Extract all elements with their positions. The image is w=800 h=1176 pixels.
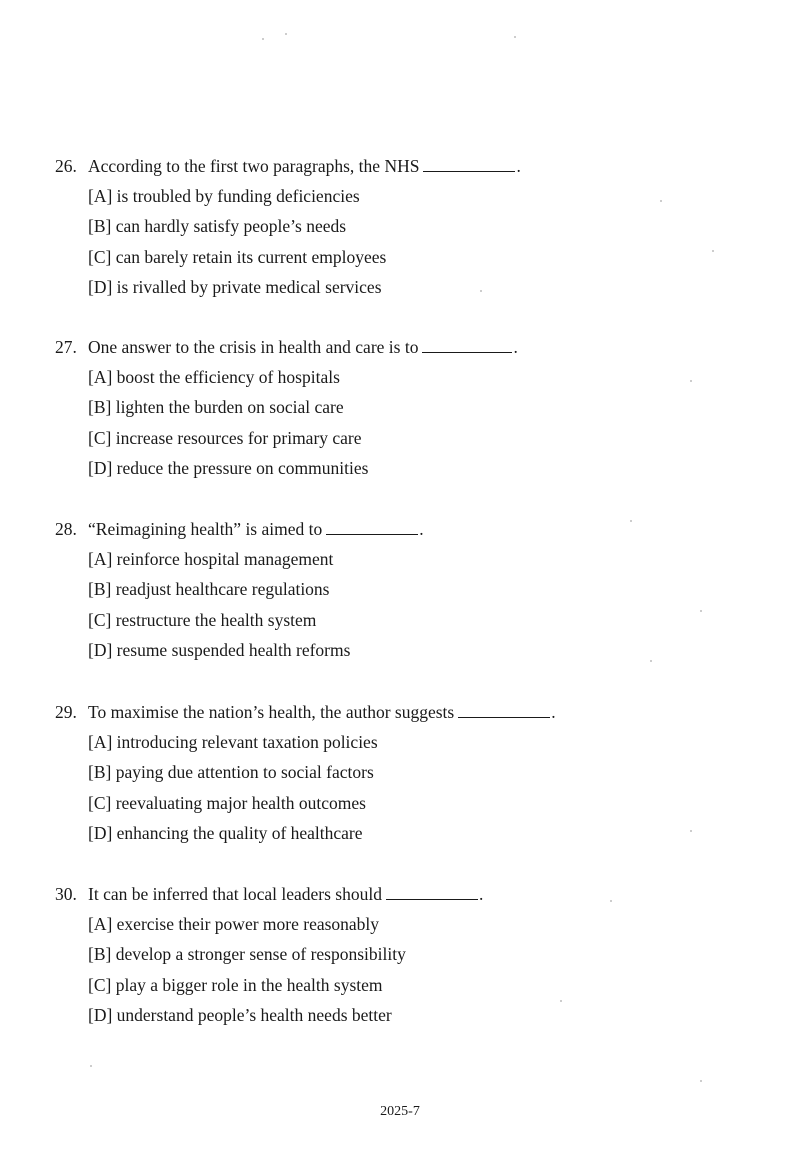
question-stem bbox=[55, 336, 755, 358]
scan-speck bbox=[712, 250, 714, 252]
option-c: [C] restructure the health system bbox=[88, 609, 317, 630]
option-d: [D] understand people’s health needs better bbox=[88, 1004, 392, 1025]
question-stem bbox=[55, 518, 755, 540]
scan-speck bbox=[700, 610, 702, 612]
question-period: . bbox=[478, 884, 484, 904]
scan-speck bbox=[630, 520, 632, 522]
answer-blank bbox=[458, 701, 550, 718]
question-30 bbox=[55, 883, 755, 1034]
answer-blank bbox=[422, 336, 512, 353]
scan-speck bbox=[690, 830, 692, 832]
option-a: [A] boost the efficiency of hospitals bbox=[88, 367, 340, 387]
question-stem bbox=[55, 701, 755, 723]
question-period: . bbox=[419, 519, 424, 539]
option-c: [C] reevaluating major health outcomes bbox=[88, 792, 366, 813]
option-a: [A] reinforce hospital management bbox=[88, 549, 334, 569]
question-stem bbox=[55, 883, 755, 905]
question-number: 30. bbox=[55, 884, 77, 904]
question-number: 26. bbox=[55, 156, 77, 176]
option-a: [A] introducing relevant taxation policies bbox=[88, 732, 378, 752]
scan-speck bbox=[660, 200, 662, 202]
option-b: [B] paying due attention to social factors bbox=[88, 762, 374, 783]
options-list bbox=[55, 366, 755, 487]
option-b: [B] can hardly satisfy people’s needs bbox=[88, 216, 347, 237]
page-number: 2025-7 bbox=[380, 1104, 420, 1119]
option-c: [C] play a bigger role in the health system bbox=[88, 974, 383, 995]
option-a: [A] exercise their power more reasonably bbox=[88, 914, 380, 934]
scan-speck bbox=[480, 290, 482, 292]
option-d: [D] reduce the pressure on communities bbox=[88, 457, 369, 478]
answer-blank bbox=[326, 518, 418, 535]
question-number: 29. bbox=[55, 702, 77, 722]
scan-speck bbox=[700, 1080, 702, 1082]
scan-speck bbox=[650, 660, 652, 662]
question-text: According to the first two paragraphs, the NHS bbox=[88, 156, 420, 176]
option-b: [B] lighten the burden on social care bbox=[88, 397, 344, 418]
question-period: . bbox=[551, 702, 556, 722]
question-stem bbox=[55, 155, 755, 177]
option-d: [D] enhancing the quality of healthcare bbox=[88, 822, 363, 843]
option-d: [D] is rivalled by private medical services bbox=[88, 276, 382, 297]
scan-speck bbox=[90, 1065, 92, 1067]
option-b: [B] develop a stronger sense of responsibility bbox=[88, 944, 406, 965]
option-c: [C] increase resources for primary care bbox=[88, 427, 362, 448]
scan-speck bbox=[285, 33, 287, 35]
option-c: [C] can barely retain its current employees bbox=[88, 246, 387, 267]
options-list bbox=[55, 731, 755, 852]
question-period: . bbox=[516, 156, 521, 176]
question-number: 28. bbox=[55, 519, 77, 539]
scan-speck bbox=[610, 900, 612, 902]
scan-speck bbox=[690, 380, 692, 382]
question-28 bbox=[55, 518, 755, 669]
scan-speck bbox=[560, 1000, 562, 1002]
options-list bbox=[55, 185, 755, 306]
option-d: [D] resume suspended health reforms bbox=[88, 639, 351, 660]
question-text: “Reimagining health” is aimed to bbox=[88, 519, 323, 539]
options-list bbox=[55, 913, 755, 1034]
answer-blank bbox=[386, 883, 478, 900]
answer-blank bbox=[423, 155, 515, 172]
option-b: [B] readjust healthcare regulations bbox=[88, 579, 330, 600]
question-period: . bbox=[513, 337, 518, 357]
question-27 bbox=[55, 336, 755, 487]
question-text: It can be inferred that local leaders should bbox=[88, 884, 382, 904]
scan-speck bbox=[262, 38, 264, 40]
option-a: [A] is troubled by funding deficiencies bbox=[88, 186, 360, 206]
question-text: To maximise the nation’s health, the author suggests bbox=[88, 702, 455, 722]
question-text: One answer to the crisis in health and care is to bbox=[88, 337, 419, 357]
scan-speck bbox=[514, 36, 516, 38]
question-number: 27. bbox=[55, 337, 77, 357]
question-26 bbox=[55, 155, 755, 306]
question-29 bbox=[55, 701, 755, 852]
options-list bbox=[55, 548, 755, 669]
